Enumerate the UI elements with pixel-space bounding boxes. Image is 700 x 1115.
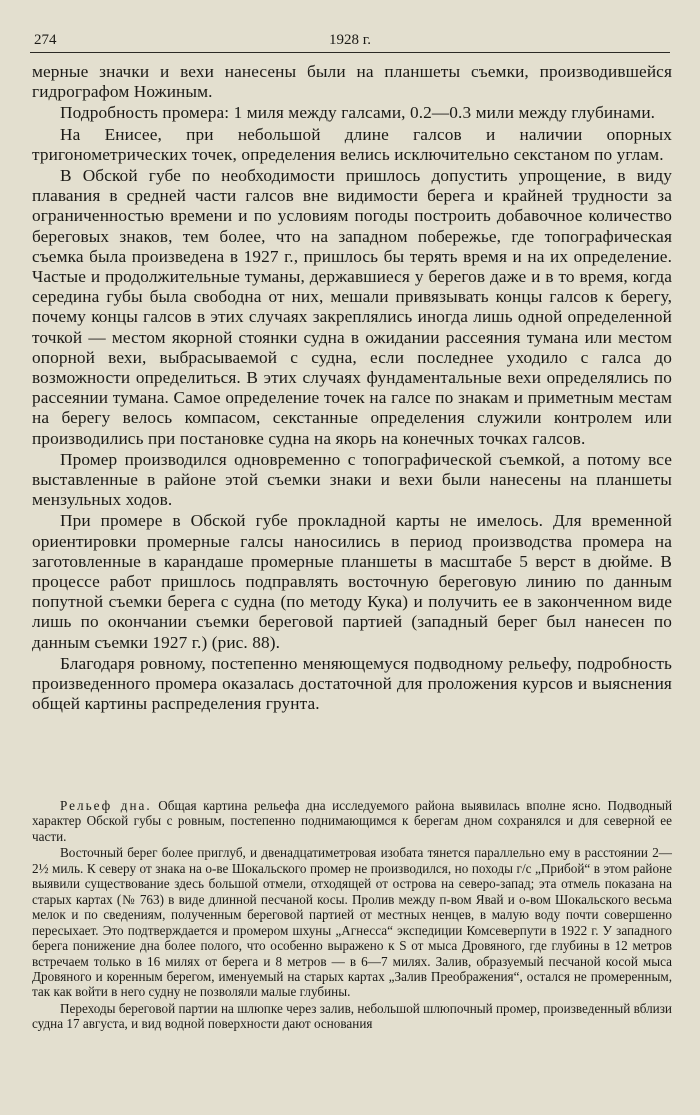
paragraph: мерные значки и вехи нанесены были на планшеты съемки, производившейся гидрографом Ножиным.	[32, 62, 672, 102]
section-heading: Рельеф дна.	[60, 798, 152, 813]
paragraph: Благодаря ровному, постепенно меняющемуся подводному рельефу, подробность произведенного промера оказалась достаточной для проложения курсов и выяснения общей картины распределения грунта.	[32, 653, 672, 714]
paragraph: Восточный берег более приглуб, и двенадцатиметровая изобата тянется параллельно ему в расстоянии 2—2½ миль. К северу от знака на о-ве Шокальского промер не производился, но походы г/с „Прибой“ в этом районе выявили существование здесь большой отмели, отходящей от острова на северо-запад; эта отмель показана на старых картах (№ 763) в виде длинной песчаной косы. Пролив между п-вом Явай и о-вом Шокальского весьма мелок и по сведениям, полученным береговой партией от местных ненцев, в малую воду почти совершенно пересыхает. Это подтверждается и промером шхуны „Агнесса“ экспедиции Комсеверпути в 1922 г. У западного берега понижение дна более полого, что особенно выражено к S от мыса Дровяного, где глубины в 12 метров встречаем только в 16 милях от берега и 8 метров — в 6—7 милях. Залив, образуемый песчаной косой мыса Дровяного и коренным берегом, именуемый на старых картах „Залив Преображения“, остался не промеренным, так как войти в него судну не позволяли малые глубины.	[32, 845, 672, 1000]
running-title: 1928 г.	[329, 32, 371, 48]
paragraph: При промере в Обской губе прокладной карты не имелось. Для временной ориентировки промерные галсы наносились в период производства промера на заготовленные в карандаше промерные планшеты в масштабе 5 верст в дюйме. В процессе работ пришлось подправлять восточную береговую линию по данным попутной съемки берега с судна (по методу Кука) и получить ее в законченном виде лишь по окончании съемки береговой партией (западный берег был нанесен по данным съемки 1927 г.) (рис. 88).	[32, 511, 672, 652]
page-number: 274	[34, 32, 57, 48]
paragraph: В Обской губе по необходимости пришлось допустить упрощение, в виду плавания в средней части галсов вне видимости берега и крайней трудности за ограниченностью времени и по условиям погоды построить добавочное количество береговых знаков, тем более, что на западном побережье, где топографическая съемка была произведена в 1927 г., пришлось бы терять время и на их определение. Частые и продолжительные туманы, державшиеся у берегов даже и в то время, когда середина губы была свободна от них, мешали привязывать концы галсов к берегу, почему концы галсов в этих случаях закреплялись иногда лишь одной определенной точкой — местом якорной стоянки судна в ожидании рассеяния тумана или местом опорной вехи, выбрасываемой с судна, если последнее уходило с галса до возможности определиться. В этих случаях фундаментальные вехи определялись по рассеянии тумана. Самое определение точек на галсе по знакам и приметным местам на берегу велось компасом, секстанные определения служили контролем или производились при постановке судна на якорь на конечных точках галсов.	[32, 166, 672, 448]
paragraph-text: Общая картина рельефа дна исследуемого района выявилась вполне ясно. Подводный характер Обской губы с ровным, постепенно поднимающимся к берегам дном сохранялся и для северной ее части.	[32, 798, 672, 844]
paragraph: Подробность промера: 1 миля между галсами, 0.2—0.3 мили между глубинами.	[60, 103, 656, 123]
paragraph	[32, 798, 672, 844]
paragraph: Переходы береговой партии на шлюпке через залив, небольшой шлюпочный промер, произведенный вблизи судна 17 августа, и вид водной поверхности дают основания	[32, 1000, 672, 1032]
small-print-section	[32, 798, 672, 1032]
paragraph: На Енисее, при небольшой длине галсов и наличии опорных тригонометрических точек, определения велись исключительно секстаном по углам.	[32, 124, 672, 164]
main-text	[32, 62, 672, 715]
paragraph: Промер производился одновременно с топографической съемкой, а потому все выставленные в районе этой съемки знаки и вехи были нанесены на планшеты мензульных ходов.	[32, 449, 672, 510]
running-header	[30, 30, 670, 53]
